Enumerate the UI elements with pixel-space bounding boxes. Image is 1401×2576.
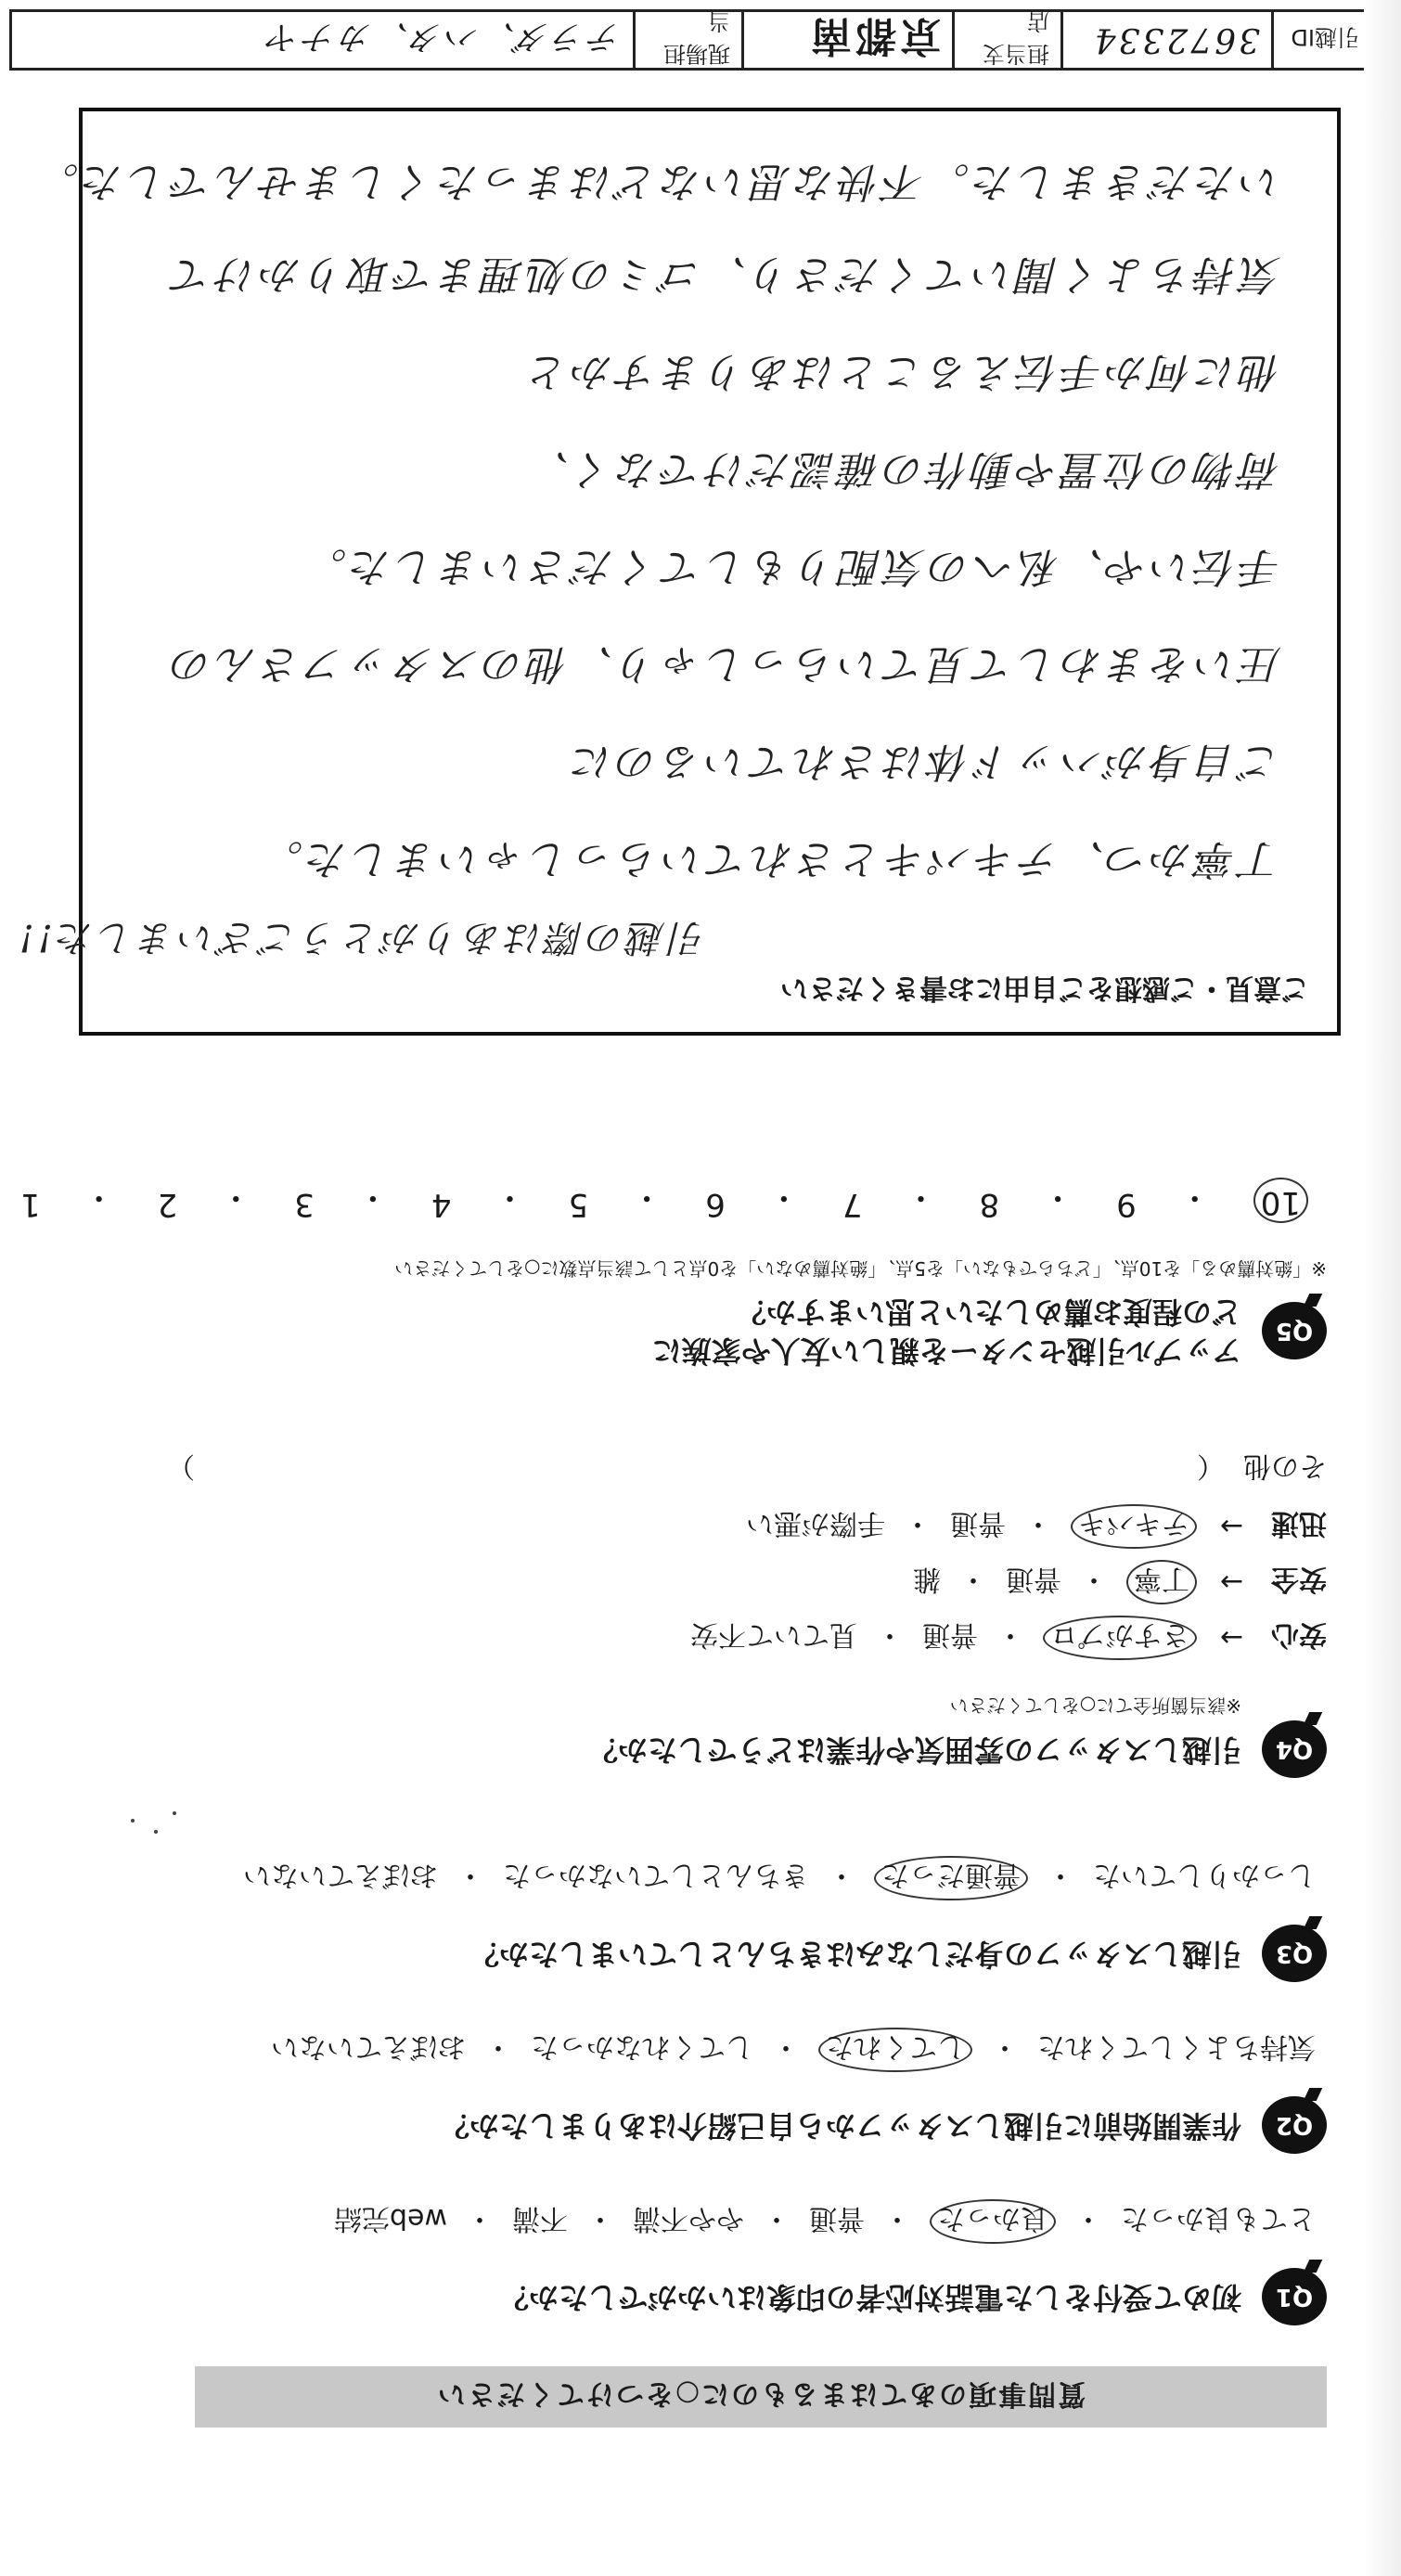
arrow-icon: → bbox=[1219, 1510, 1243, 1543]
q1-option[interactable]: web完結 bbox=[333, 2202, 447, 2235]
q1-badge: Q1 bbox=[1262, 2268, 1327, 2325]
id-value: 3672334 bbox=[1060, 12, 1271, 68]
arrow-icon: → bbox=[1219, 1565, 1243, 1599]
label-staff: 現場担当 bbox=[633, 12, 741, 68]
scale-option[interactable]: 5 bbox=[568, 1185, 589, 1223]
q3-option-selected[interactable]: 普通だった bbox=[874, 1856, 1028, 1900]
q4-other-paren-open: （ bbox=[1197, 1449, 1225, 1482]
handwritten-note: 引越の際はありがとうございました!! bbox=[15, 916, 706, 959]
question-5 bbox=[19, 1178, 1327, 1370]
q4-rows bbox=[84, 1499, 1327, 1666]
handwritten-line: 丁寧かつ、テキパキとされていらっしゃいました。 bbox=[258, 835, 1281, 882]
scale-option[interactable]: 7 bbox=[842, 1185, 863, 1223]
q2-option-selected[interactable]: してくれた bbox=[818, 2028, 972, 2072]
q4-note: ※該当箇所全てに○をしてください bbox=[949, 1694, 1241, 1717]
scale-option[interactable]: 8 bbox=[979, 1185, 1000, 1223]
q2-text: 作業開始前に引越しスタッフから自己紹介はありましたか？ bbox=[439, 2107, 1241, 2144]
question-2 bbox=[84, 2028, 1327, 2154]
q4-option-selected[interactable]: 丁寧 bbox=[1126, 1560, 1197, 1604]
question-1 bbox=[84, 2199, 1327, 2325]
q4-row-jinsoku: 迅速 → テキパキ ・ 普通 ・ 手際が悪い bbox=[84, 1499, 1327, 1554]
q2-badge: Q2 bbox=[1262, 2096, 1327, 2154]
handwritten-line: 手伝いや、私への気配りもしてくださいました。 bbox=[302, 543, 1281, 590]
q1-options: とても良かった ・ 良かった ・ 普通 ・ やや不満 ・ 不満 ・ web完結 bbox=[84, 2199, 1327, 2244]
q4-option[interactable]: 見ていて不安 bbox=[690, 1618, 857, 1651]
q5-text-line1: アップル引越センターを親しい友人や家族に bbox=[651, 1333, 1241, 1369]
q4-other bbox=[84, 1449, 1327, 1489]
q4-other-paren-close: ） bbox=[167, 1449, 195, 1482]
q3-badge: Q3 bbox=[1262, 1925, 1327, 1982]
instructions-banner: 質問事項のあてはまるものに○をつけてください bbox=[195, 2366, 1327, 2428]
handwritten-line: いただきました。不快な思いなどはまったくしませんでした。 bbox=[34, 158, 1281, 205]
q2-option[interactable]: おぼえていない bbox=[271, 2030, 466, 2063]
q1-option[interactable]: やや不満 bbox=[633, 2202, 744, 2235]
handwritten-line: 他に何か手伝えることはありますかと bbox=[524, 348, 1281, 395]
q1-option[interactable]: とても良かった bbox=[1121, 2202, 1316, 2235]
q4-row-label: 安心 bbox=[1271, 1618, 1327, 1651]
handwritten-line: 気持ちよく聞いてくださり、ゴミの処理まで取りかけて bbox=[168, 251, 1281, 298]
q2-option[interactable]: してくれなかった bbox=[531, 2030, 753, 2063]
q4-other-label: その他 bbox=[1243, 1449, 1327, 1482]
q4-option[interactable]: 普通 bbox=[950, 1507, 1006, 1539]
q1-option-selected[interactable]: 良かった bbox=[930, 2199, 1056, 2244]
question-4 bbox=[84, 1449, 1327, 1778]
q4-option-selected[interactable]: テキパキ bbox=[1071, 1504, 1197, 1549]
label-branch: 担当支店 bbox=[952, 12, 1060, 68]
q3-option[interactable]: おぼえていない bbox=[243, 1859, 438, 1891]
q1-text: 初めて受付をした電話対応者の印象はいかがでしたか？ bbox=[498, 2279, 1241, 2315]
handwritten-line: ご自身がハッド体はされているのに bbox=[569, 738, 1281, 785]
scale-option[interactable]: 4 bbox=[431, 1185, 452, 1223]
q4-row-label: 安全 bbox=[1271, 1563, 1327, 1595]
q4-option[interactable]: 雑 bbox=[913, 1563, 941, 1595]
scale-option[interactable]: 3 bbox=[294, 1185, 315, 1223]
handwritten-line: 圧いをまわして見ていらっしゃり、他のスタッフさんの bbox=[168, 640, 1281, 688]
q4-row-label: 迅速 bbox=[1271, 1507, 1327, 1539]
q2-options: 気持ちよくしてくれた ・ してくれた ・ してくれなかった ・ おぼえていない bbox=[84, 2028, 1327, 2072]
q3-text: 引越しスタッフの身だしなみはきちんとしていましたか？ bbox=[469, 1936, 1241, 1972]
scale-option[interactable]: 9 bbox=[1116, 1185, 1137, 1223]
handwritten-line: 荷物の位置や動作の確認だけでなく、 bbox=[524, 445, 1281, 493]
q5-text-line2: どの程度お薦めしたいと思いますか？ bbox=[736, 1294, 1241, 1331]
scan-speck bbox=[173, 1811, 176, 1815]
staff-name: テラダ、ハタ、カナヤ bbox=[263, 18, 622, 57]
q3-option[interactable]: しっかりしていた bbox=[1093, 1859, 1316, 1891]
q5-note: ※「絶対薦める」を10点、「どちらでもない」を5点、「絶対薦めない」を0点として該当点数に○をしてください bbox=[394, 1256, 1327, 1280]
scan-speck bbox=[154, 1830, 158, 1834]
comment-box[interactable] bbox=[15, 108, 1341, 1036]
scale-option[interactable]: 2 bbox=[157, 1185, 178, 1223]
q4-option[interactable]: 普通 bbox=[922, 1618, 978, 1651]
q1-option[interactable]: 普通 bbox=[809, 2202, 865, 2235]
q5-badge: Q5 bbox=[1262, 1302, 1327, 1359]
q2-option[interactable]: 気持ちよくしてくれた bbox=[1037, 2030, 1316, 2063]
id-bar bbox=[9, 9, 1373, 71]
q4-option[interactable]: 普通 bbox=[1006, 1563, 1061, 1595]
scan-speck bbox=[131, 1819, 135, 1823]
label-id: 引越ID bbox=[1271, 12, 1370, 68]
q4-text: 引越しスタッフの雰囲気や作業はどうでしたか？ bbox=[587, 1732, 1241, 1768]
arrow-icon: → bbox=[1219, 1621, 1243, 1655]
q3-option[interactable]: きちんとしていなかった bbox=[503, 1859, 809, 1891]
q4-badge: Q4 bbox=[1262, 1720, 1327, 1778]
scale-option-selected[interactable]: 10 bbox=[1253, 1178, 1308, 1223]
q1-option[interactable]: 不満 bbox=[512, 2202, 568, 2235]
brand-logo: 京都南 bbox=[741, 12, 952, 68]
comment-heading: ご意見・ご感想をご自由にお書きください bbox=[780, 972, 1309, 1004]
scale-option[interactable]: 6 bbox=[705, 1185, 726, 1223]
q4-row-anzen: 安全 → 丁寧 ・ 普通 ・ 雑 bbox=[84, 1554, 1327, 1610]
question-3 bbox=[84, 1856, 1327, 1982]
q5-scale: 10 ・ 9 ・ 8 ・ 7 ・ 6 ・ 5 ・ 4 ・ 3 ・ 2 ・ 1 bbox=[84, 1178, 1327, 1223]
q3-options: しっかりしていた ・ 普通だった ・ きちんとしていなかった ・ おぼえていない bbox=[84, 1856, 1327, 1900]
q4-row-anshin: 安心 → さすがプロ ・ 普通 ・ 見ていて不安 bbox=[84, 1610, 1327, 1666]
q4-option[interactable]: 手際が悪い bbox=[746, 1507, 885, 1539]
scan-edge-shadow bbox=[1364, 0, 1401, 2576]
scale-option[interactable]: 1 bbox=[19, 1185, 41, 1223]
q4-option-selected[interactable]: さすがプロ bbox=[1043, 1616, 1197, 1660]
